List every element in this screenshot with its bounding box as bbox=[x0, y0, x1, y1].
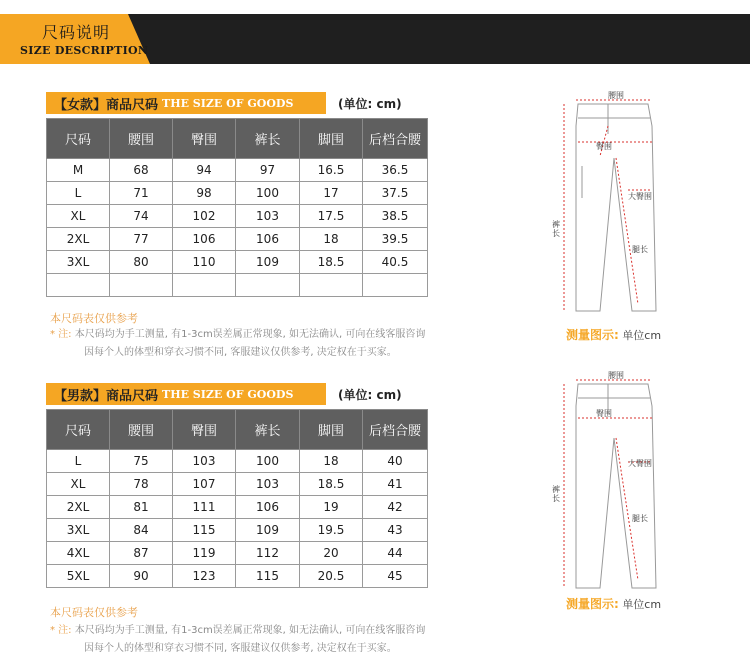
note-line1: 本尺码均为手工测量, 有1-3cm误差属正常现象, 如无法确认, 可向在线客服咨询 bbox=[74, 625, 426, 636]
table-cell: 39.5 bbox=[363, 228, 428, 251]
banner-subtitle: SIZE DESCRIPTION bbox=[20, 44, 149, 57]
table-cell: 18.5 bbox=[300, 251, 363, 274]
table-cell: XL bbox=[47, 473, 110, 496]
table-cell: 115 bbox=[236, 565, 300, 588]
column-header: 脚围 bbox=[300, 410, 363, 450]
table-cell bbox=[47, 274, 110, 297]
table-cell: 115 bbox=[173, 519, 236, 542]
label-waist: 腰围 bbox=[608, 371, 624, 380]
column-header: 腰围 bbox=[110, 410, 173, 450]
table-cell: 103 bbox=[173, 450, 236, 473]
table-cell: 75 bbox=[110, 450, 173, 473]
note-star: * 注: bbox=[50, 625, 72, 636]
column-header: 裤长 bbox=[236, 410, 300, 450]
table-cell: 123 bbox=[173, 565, 236, 588]
women-note-title: 本尺码表仅供参考 bbox=[50, 312, 138, 325]
column-header: 臀围 bbox=[173, 119, 236, 159]
table-header-row bbox=[47, 119, 428, 159]
table-cell: 106 bbox=[173, 228, 236, 251]
table-cell: 2XL bbox=[47, 496, 110, 519]
table-cell: L bbox=[47, 450, 110, 473]
column-header: 后档合腰 bbox=[363, 410, 428, 450]
table-cell: 87 bbox=[110, 542, 173, 565]
table-cell bbox=[110, 274, 173, 297]
table-cell: 37.5 bbox=[363, 182, 428, 205]
table-cell: 36.5 bbox=[363, 159, 428, 182]
column-header: 裤长 bbox=[236, 119, 300, 159]
table-cell: 71 bbox=[110, 182, 173, 205]
men-unit: (单位: cm) bbox=[338, 387, 402, 402]
table-cell: 43 bbox=[363, 519, 428, 542]
table-row bbox=[47, 159, 428, 182]
label-inseam: 腿长 bbox=[632, 245, 648, 254]
table-cell: 111 bbox=[173, 496, 236, 519]
table-cell: 81 bbox=[110, 496, 173, 519]
table-cell: 78 bbox=[110, 473, 173, 496]
label-length: 裤长 bbox=[552, 220, 560, 238]
table-row bbox=[47, 542, 428, 565]
table-row bbox=[47, 182, 428, 205]
table-cell bbox=[236, 274, 300, 297]
men-badge-cn: 【男款】商品尺码 bbox=[54, 388, 159, 404]
table-cell: 110 bbox=[173, 251, 236, 274]
men-badge-en: THE SIZE OF GOODS bbox=[162, 387, 294, 401]
table-cell: 17 bbox=[300, 182, 363, 205]
table-row bbox=[47, 450, 428, 473]
table-cell: 40 bbox=[363, 450, 428, 473]
column-header: 腰围 bbox=[110, 119, 173, 159]
table-cell: XL bbox=[47, 205, 110, 228]
table-cell: 40.5 bbox=[363, 251, 428, 274]
table-cell: 103 bbox=[236, 205, 300, 228]
table-cell bbox=[300, 274, 363, 297]
table-cell: 20 bbox=[300, 542, 363, 565]
table-cell bbox=[363, 274, 428, 297]
men-note bbox=[50, 622, 425, 658]
table-cell: 19.5 bbox=[300, 519, 363, 542]
table-cell: 20.5 bbox=[300, 565, 363, 588]
diagram-caption bbox=[566, 326, 661, 343]
women-size-table bbox=[46, 118, 428, 297]
table-cell bbox=[173, 274, 236, 297]
label-thigh: 大臀围 bbox=[628, 192, 652, 201]
table-cell: 18 bbox=[300, 228, 363, 251]
table-cell: 100 bbox=[236, 450, 300, 473]
table-cell: 80 bbox=[110, 251, 173, 274]
column-header: 脚围 bbox=[300, 119, 363, 159]
label-waist: 腰围 bbox=[608, 91, 624, 100]
pants-outline bbox=[576, 104, 656, 311]
men-section-header bbox=[46, 383, 402, 405]
note-star: * 注: bbox=[50, 329, 72, 340]
table-cell: 100 bbox=[236, 182, 300, 205]
table-cell: 3XL bbox=[47, 519, 110, 542]
pants-outline bbox=[576, 384, 656, 588]
women-note bbox=[50, 326, 425, 362]
diagram-caption bbox=[566, 595, 661, 612]
column-header: 后档合腰 bbox=[363, 119, 428, 159]
women-badge bbox=[46, 92, 326, 114]
table-cell: 68 bbox=[110, 159, 173, 182]
caption-strong: 测量图示: bbox=[566, 328, 619, 342]
note-line1: 本尺码均为手工测量, 有1-3cm误差属正常现象, 如无法确认, 可向在线客服咨询 bbox=[74, 329, 426, 340]
table-cell: 109 bbox=[236, 519, 300, 542]
caption-unit: 单位cm bbox=[622, 329, 662, 342]
table-cell: 112 bbox=[236, 542, 300, 565]
table-cell: 19 bbox=[300, 496, 363, 519]
caption-strong: 测量图示: bbox=[566, 597, 619, 611]
header-banner bbox=[0, 14, 750, 64]
table-row bbox=[47, 473, 428, 496]
table-row bbox=[47, 274, 428, 297]
label-thigh: 大臀围 bbox=[628, 459, 652, 468]
label-hip: 臀围 bbox=[596, 409, 612, 418]
table-cell: 41 bbox=[363, 473, 428, 496]
pants-diagram-men bbox=[548, 366, 683, 596]
column-header: 尺码 bbox=[47, 410, 110, 450]
label-inseam: 腿长 bbox=[632, 514, 648, 523]
table-cell: 16.5 bbox=[300, 159, 363, 182]
women-section-header bbox=[46, 92, 402, 114]
column-header: 臀围 bbox=[173, 410, 236, 450]
men-note-title: 本尺码表仅供参考 bbox=[50, 606, 138, 619]
table-cell: 3XL bbox=[47, 251, 110, 274]
table-cell: 109 bbox=[236, 251, 300, 274]
table-cell: 90 bbox=[110, 565, 173, 588]
label-length: 裤长 bbox=[552, 485, 560, 503]
table-header-row bbox=[47, 410, 428, 450]
table-row bbox=[47, 205, 428, 228]
table-row bbox=[47, 228, 428, 251]
table-row bbox=[47, 565, 428, 588]
table-row bbox=[47, 496, 428, 519]
table-cell: 18 bbox=[300, 450, 363, 473]
women-badge-en: THE SIZE OF GOODS bbox=[162, 96, 294, 110]
table-cell: 106 bbox=[236, 496, 300, 519]
men-badge bbox=[46, 383, 326, 405]
note-line2: 因每个人的体型和穿衣习惯不同, 客服建议仅供参考, 决定权在于买家。 bbox=[84, 347, 397, 358]
table-cell: 107 bbox=[173, 473, 236, 496]
table-cell: 84 bbox=[110, 519, 173, 542]
table-row bbox=[47, 519, 428, 542]
table-cell: 103 bbox=[236, 473, 300, 496]
banner-title: 尺码说明 bbox=[42, 23, 111, 42]
note-line2: 因每个人的体型和穿衣习惯不同, 客服建议仅供参考, 决定权在于买家。 bbox=[84, 643, 397, 654]
table-cell: 98 bbox=[173, 182, 236, 205]
table-cell: 97 bbox=[236, 159, 300, 182]
table-cell: 5XL bbox=[47, 565, 110, 588]
pants-diagram-women bbox=[548, 86, 683, 318]
table-cell: 38.5 bbox=[363, 205, 428, 228]
column-header: 尺码 bbox=[47, 119, 110, 159]
table-cell: 94 bbox=[173, 159, 236, 182]
label-hip: 臀围 bbox=[596, 142, 612, 151]
table-cell: 17.5 bbox=[300, 205, 363, 228]
table-row bbox=[47, 251, 428, 274]
table-cell: M bbox=[47, 159, 110, 182]
table-cell: 119 bbox=[173, 542, 236, 565]
table-cell: L bbox=[47, 182, 110, 205]
table-cell: 44 bbox=[363, 542, 428, 565]
table-cell: 102 bbox=[173, 205, 236, 228]
table-cell: 74 bbox=[110, 205, 173, 228]
table-cell: 106 bbox=[236, 228, 300, 251]
table-cell: 18.5 bbox=[300, 473, 363, 496]
table-cell: 45 bbox=[363, 565, 428, 588]
women-badge-cn: 【女款】商品尺码 bbox=[54, 97, 159, 113]
table-cell: 42 bbox=[363, 496, 428, 519]
table-cell: 77 bbox=[110, 228, 173, 251]
women-unit: (单位: cm) bbox=[338, 96, 402, 111]
table-cell: 4XL bbox=[47, 542, 110, 565]
caption-unit: 单位cm bbox=[622, 598, 662, 611]
table-cell: 2XL bbox=[47, 228, 110, 251]
men-size-table bbox=[46, 409, 428, 588]
